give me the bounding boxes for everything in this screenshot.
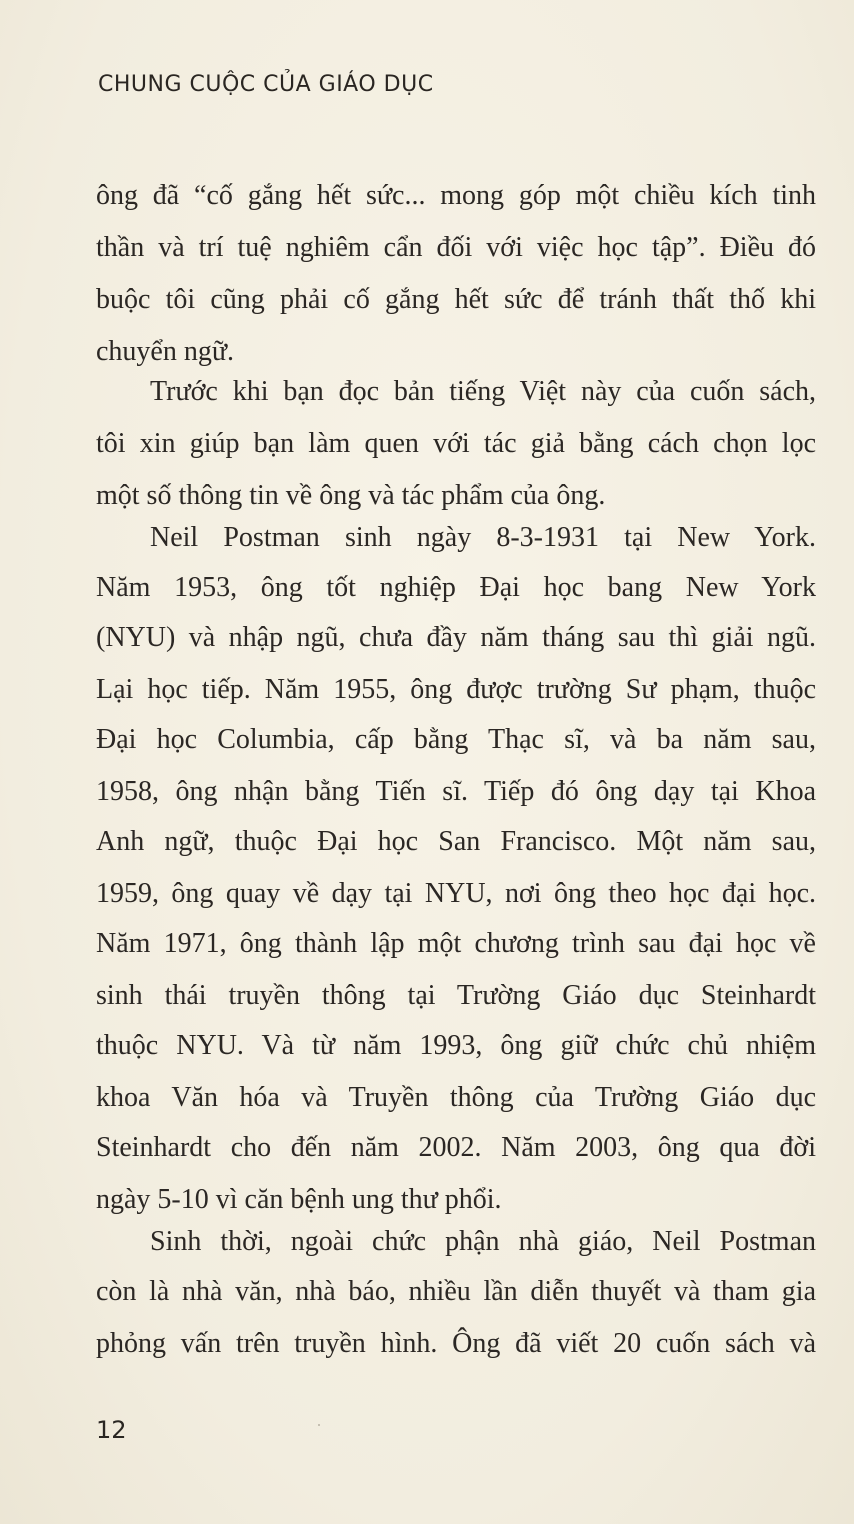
text-line: tôi xin giúp bạn làm quen với tác giả bằng cách chọn lọc xyxy=(96,428,816,459)
text-line: Năm 1953, ông tốt nghiệp Đại học bang New York xyxy=(96,572,816,603)
text-line: Lại học tiếp. Năm 1955, ông được trường Sư phạm, thuộc xyxy=(96,674,816,705)
paragraph-first-line: Neil Postman sinh ngày 8-3-1931 tại New York. xyxy=(150,522,816,553)
text-line: khoa Văn hóa và Truyền thông của Trường Giáo dục xyxy=(96,1082,816,1113)
text-line: còn là nhà văn, nhà báo, nhiều lần diễn thuyết và tham gia xyxy=(96,1276,816,1307)
text-line: chuyển ngữ. xyxy=(96,336,235,367)
text-line: một số thông tin về ông và tác phẩm của ông. xyxy=(96,480,606,511)
text-line: Năm 1971, ông thành lập một chương trình sau đại học về xyxy=(96,928,816,959)
text-line: sinh thái truyền thông tại Trường Giáo dục Steinhardt xyxy=(96,980,816,1011)
paragraph-first-line: Sinh thời, ngoài chức phận nhà giáo, Neil Postman xyxy=(150,1226,816,1257)
page-number: 12 xyxy=(96,1416,127,1444)
text-line: Đại học Columbia, cấp bằng Thạc sĩ, và ba năm sau, xyxy=(96,724,816,755)
text-line: Steinhardt cho đến năm 2002. Năm 2003, ông qua đời xyxy=(96,1132,816,1163)
text-line: phỏng vấn trên truyền hình. Ông đã viết 20 cuốn sách và xyxy=(96,1328,816,1359)
text-line: (NYU) và nhập ngũ, chưa đầy năm tháng sau thì giải ngũ. xyxy=(96,622,816,653)
text-line: buộc tôi cũng phải cố gắng hết sức để tránh thất thố khi xyxy=(96,284,816,315)
text-line: 1958, ông nhận bằng Tiến sĩ. Tiếp đó ông dạy tại Khoa xyxy=(96,776,816,807)
text-line: thuộc NYU. Và từ năm 1993, ông giữ chức chủ nhiệm xyxy=(96,1030,816,1061)
text-line: thần và trí tuệ nghiêm cẩn đối với việc học tập”. Điều đó xyxy=(96,232,816,263)
text-line: ngày 5-10 vì căn bệnh ung thư phổi. xyxy=(96,1184,502,1215)
text-line: 1959, ông quay về dạy tại NYU, nơi ông theo học đại học. xyxy=(96,878,816,909)
paper-speck xyxy=(318,1424,320,1426)
text-line: Anh ngữ, thuộc Đại học San Francisco. Một năm sau, xyxy=(96,826,816,857)
paragraph-first-line: Trước khi bạn đọc bản tiếng Việt này của cuốn sách, xyxy=(150,376,816,407)
text-line: ông đã “cố gắng hết sức... mong góp một chiều kích tinh xyxy=(96,180,816,211)
running-head-title: CHUNG CUỘC CỦA GIÁO DỤC xyxy=(98,72,434,97)
